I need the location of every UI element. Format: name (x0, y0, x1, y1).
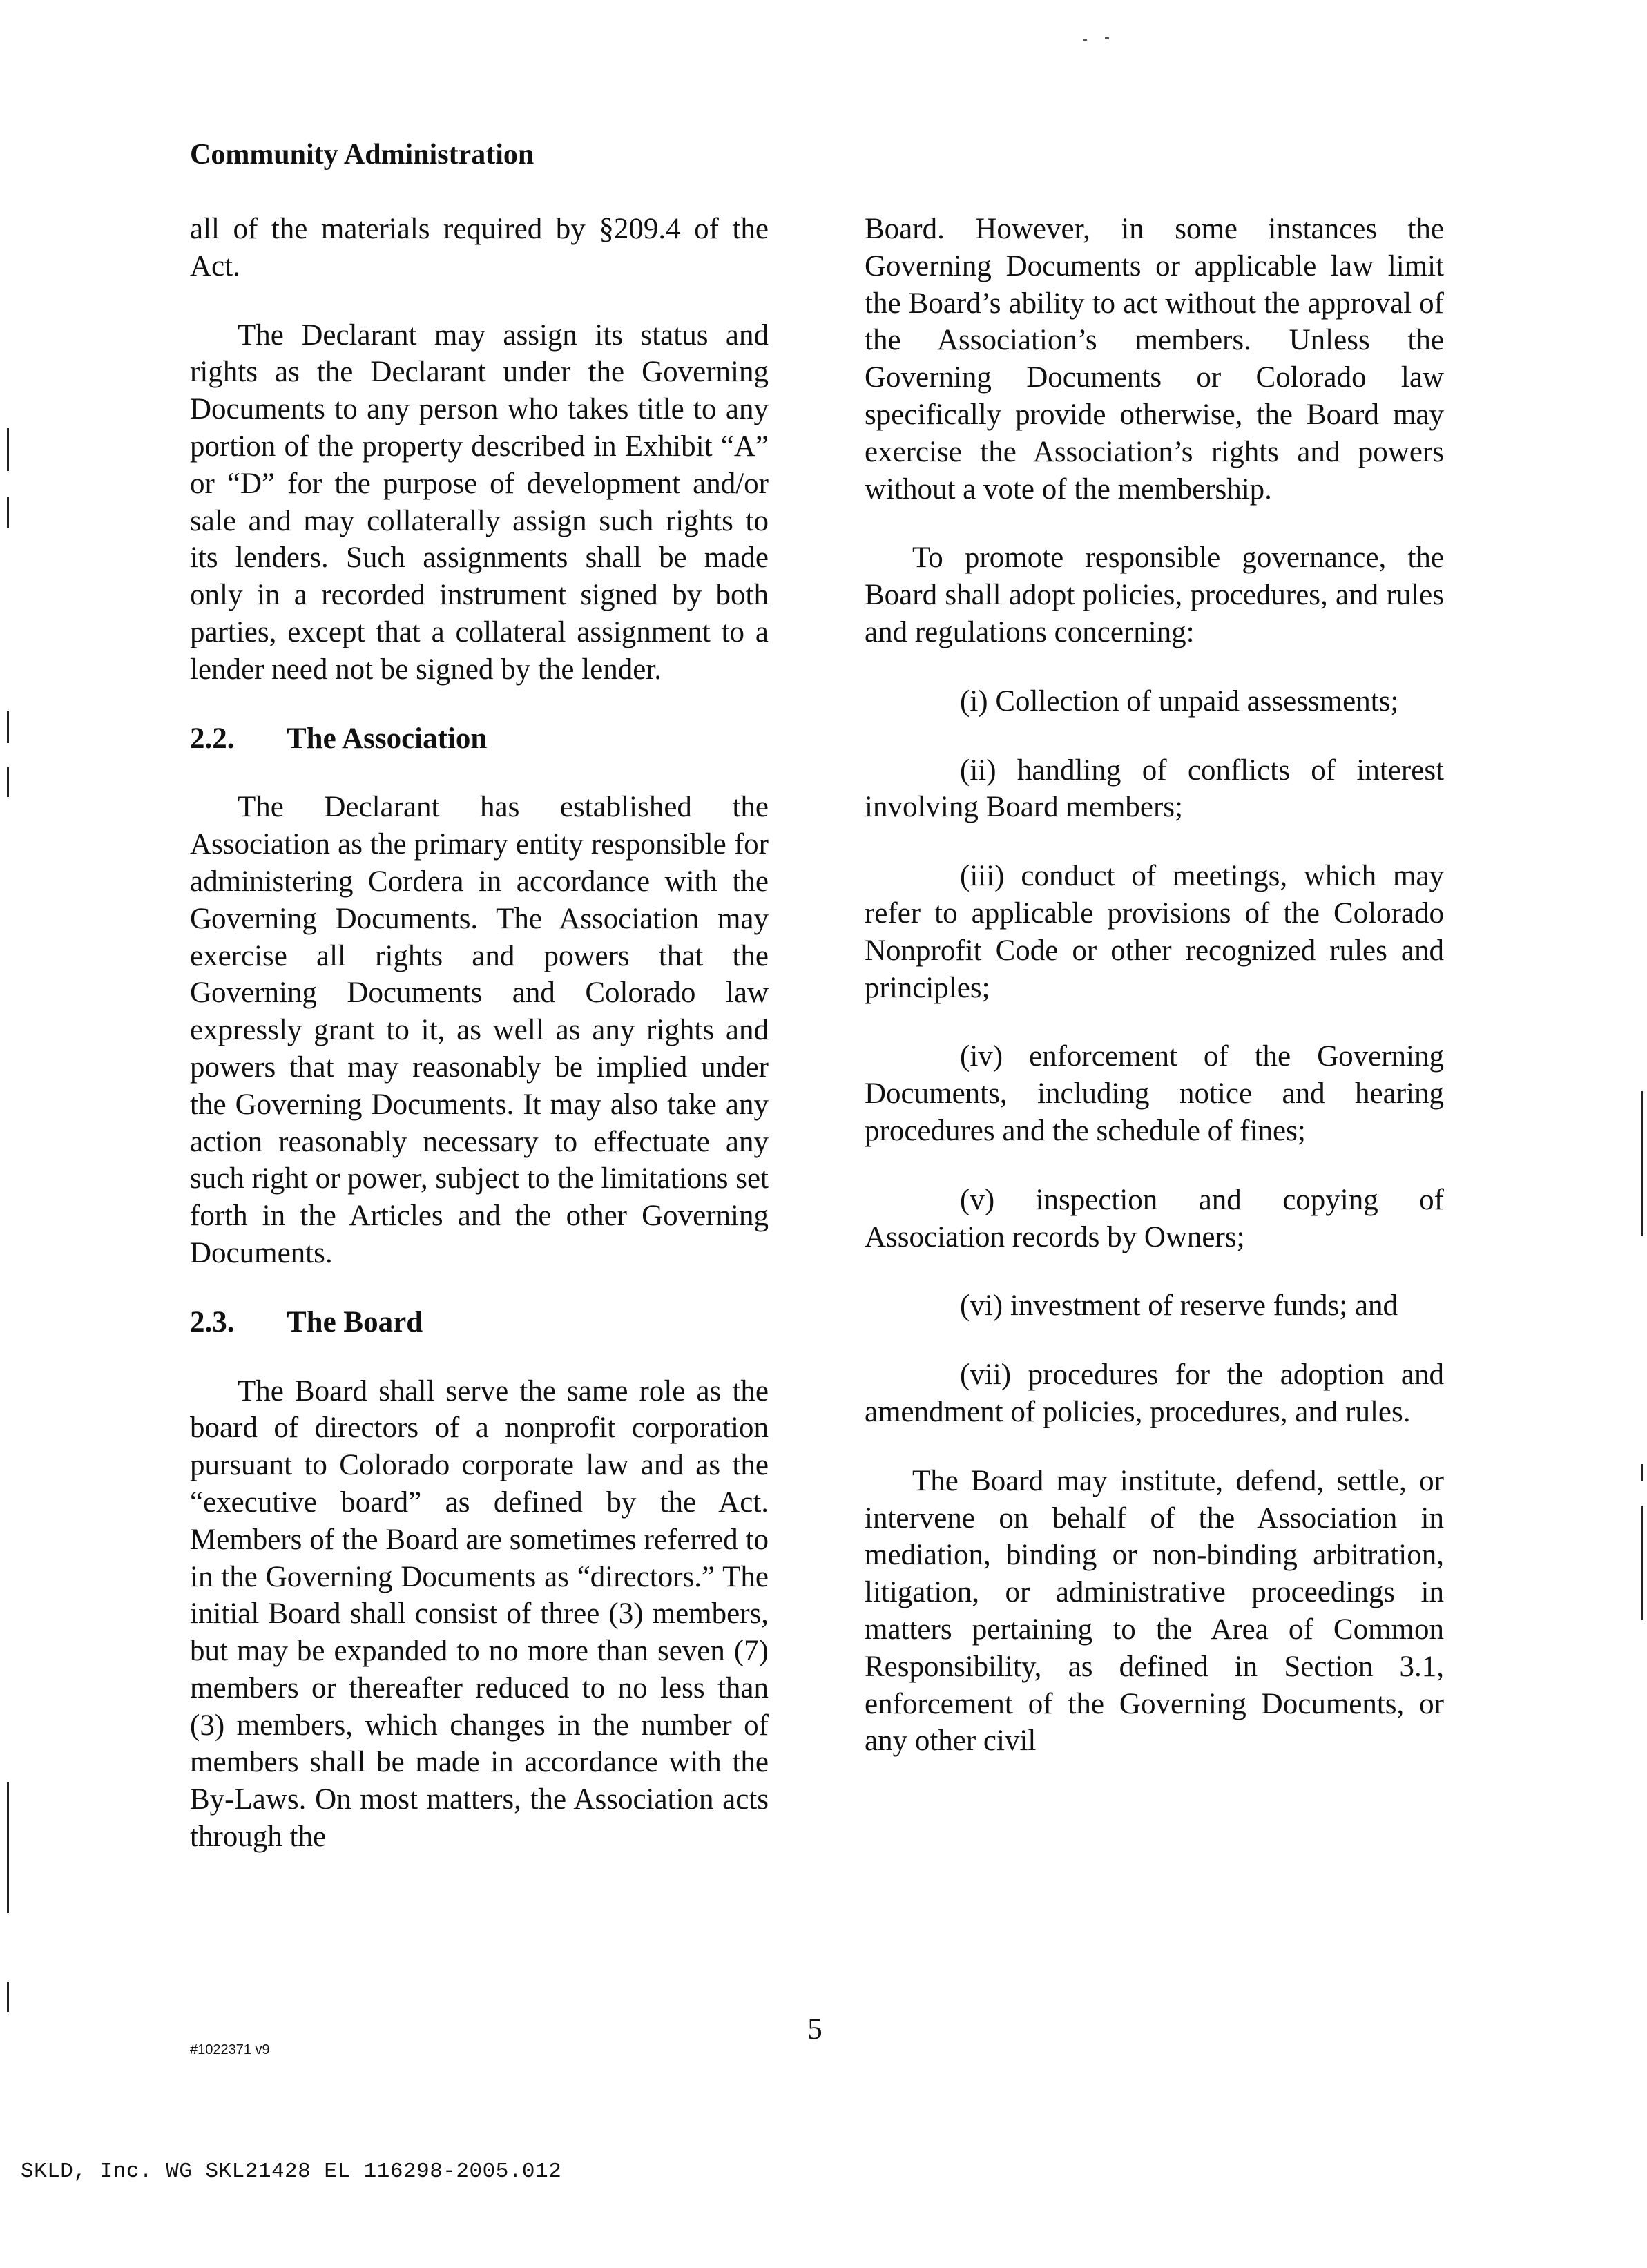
section-number: 2.3. (190, 1305, 235, 1338)
policy-list-item: (vi) investment of reserve funds; and (960, 1289, 1398, 1323)
scan-speck (1105, 37, 1109, 39)
recording-stamp: SKLD, Inc. WG SKL21428 EL 116298-2005.012 (21, 2160, 562, 2184)
revision-bar (1641, 1506, 1643, 1620)
section-title: The Board (287, 1305, 423, 1338)
policy-list-item: (ii) handling of conflicts of interest involving Board members; (865, 753, 1444, 824)
policy-list-item: (iii) conduct of meetings, which may refer to applicable provisions of the Colorado Nonprofit Code or other recognized rules and principles; (865, 860, 1444, 1004)
continuation-paragraph: Board. However, in some instances the Governing Documents or applicable law limit the Board’s ability to act without the approval of the Association’s members. Unless the Governing Documents or Colorado law specifically provide otherwise, the Board may exercise the Association’s rights and powers without a vote of the membership. (865, 213, 1444, 506)
board-paragraph: The Board shall serve the same role as the board of directors of a nonprofit corporation pursuant to Colorado corporate law and as the “executive board” as defined by the Act. Members of the Board are sometimes referred to in the Governing Documents as “directors.” The initial Board shall consist of three (3) members, but may be expanded to no more than seven (7) members or thereafter reduced to no less than (3) members, which changes in the number of members shall be made in accordance with the By-Laws. On most matters, the Association acts through the (190, 1374, 769, 1854)
section-title: The Association (287, 722, 488, 755)
revision-bar (1641, 1091, 1643, 1236)
litigation-paragraph: The Board may institute, defend, settle, or intervene on behalf of the Association in mediation, binding or non-binding arbitration, litigation, or administrative proceedings in matters pertaining to the Area of Common Responsibility, as defined in Section 3.1, enforcement of the Governing Documents, or any other civil (865, 1464, 1444, 1758)
policy-list-item: (i) Collection of unpaid assessments; (960, 684, 1399, 718)
scan-speck (1083, 39, 1087, 41)
section-heading-2-2 (190, 720, 769, 758)
revision-bar (7, 711, 9, 743)
revision-bar (7, 497, 9, 528)
policy-list-item: (v) inspection and copying of Association records by Owners; (865, 1183, 1444, 1253)
association-paragraph: The Declarant has established the Association as the primary entity responsible for administering Cordera in accordance with the Governing Documents. The Association may exercise all rights and powers that the Governing Documents and Colorado law expressly grant to it, as well as any rights and powers that may reasonably be implied under the Governing Documents. It may also take any action reasonably necessary to effectuate any such right or power, subject to the limitations set forth in the Articles and the other Governing Documents. (190, 791, 769, 1269)
section-number: 2.2. (190, 722, 235, 755)
left-column (190, 211, 769, 1856)
right-column (865, 211, 1444, 1760)
declarant-assignment-paragraph: The Declarant may assign its status and rights as the Declarant under the Governing Documents to any person who takes title to any portion of the property described in Exhibit “A” or “D” for the purpose of development and/or sale and may collaterally assign such rights to its lenders. Such assignments shall be made only in a recorded instrument signed by both parties, except that a collateral assignment to a lender need not be signed by the lender. (190, 318, 769, 686)
continuation-paragraph: all of the materials required by §209.4 of the Act. (190, 213, 769, 282)
governance-intro-paragraph: To promote responsible governance, the Board shall adopt policies, procedures, and rules and regulations concerning: (865, 541, 1444, 648)
revision-bar (7, 767, 9, 797)
page-header-title: Community Administration (190, 139, 534, 171)
revision-bar (7, 428, 9, 471)
section-heading-2-3 (190, 1304, 769, 1341)
revision-bar (1641, 1464, 1643, 1481)
page-number: 5 (807, 2013, 822, 2046)
document-id: #1022371 v9 (190, 2042, 270, 2057)
revision-bar (7, 1982, 9, 2012)
policy-list-item: (iv) enforcement of the Governing Documents, including notice and hearing procedures and the schedule of fines; (865, 1040, 1444, 1147)
revision-bar (7, 1782, 9, 1913)
policy-list-item: (vii) procedures for the adoption and amendment of policies, procedures, and rules. (865, 1358, 1444, 1428)
